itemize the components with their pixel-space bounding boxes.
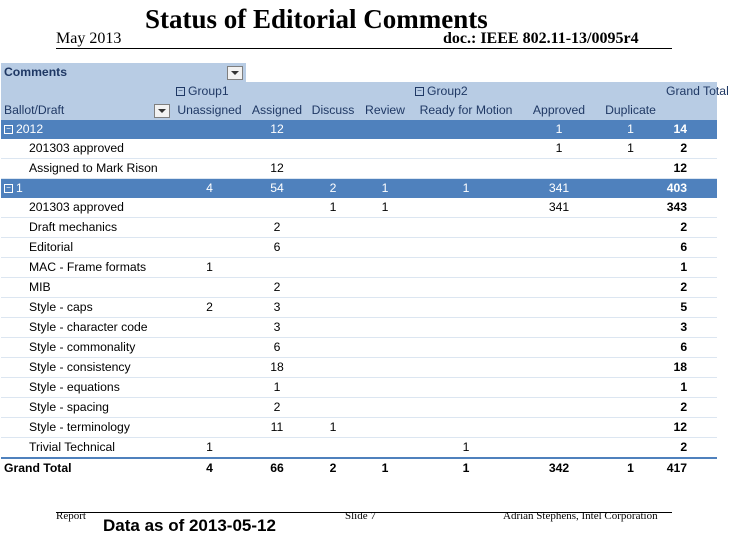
table-cell (598, 218, 663, 238)
values-label (1, 63, 173, 82)
table-cell (598, 398, 663, 418)
table-cell: 1 (358, 179, 412, 199)
table-cell (412, 278, 520, 298)
pivot-column-header-row (1, 101, 717, 120)
row-field-label: Ballot/Draft (4, 103, 65, 117)
table-cell (520, 338, 598, 358)
row-label-text: Style - caps (29, 300, 93, 314)
pivot-values-row (1, 63, 717, 82)
group-row (1, 120, 717, 139)
row-label (1, 258, 173, 278)
table-row (1, 398, 717, 418)
column-header: Duplicate (598, 101, 663, 120)
table-cell (358, 338, 412, 358)
table-cell (173, 398, 246, 418)
row-label (1, 338, 173, 358)
table-cell (412, 358, 520, 378)
collapse-icon[interactable]: − (4, 184, 13, 193)
column-header: Ready for Motion (412, 101, 520, 120)
table-cell (520, 418, 598, 438)
table-cell: 1 (308, 198, 358, 218)
header-date: May 2013 (56, 30, 122, 47)
table-cell (358, 159, 412, 179)
grand-total-column-header (663, 101, 717, 120)
table-cell (173, 218, 246, 238)
group2-header[interactable] (412, 82, 663, 101)
table-cell (598, 298, 663, 318)
row-grand-total: 417 (663, 458, 717, 478)
table-cell (246, 139, 308, 159)
row-label (1, 438, 173, 459)
table-cell (598, 338, 663, 358)
table-cell (308, 159, 358, 179)
table-row (1, 418, 717, 438)
row-grand-total: 2 (663, 398, 717, 418)
table-cell (308, 318, 358, 338)
table-cell (598, 179, 663, 199)
table-cell (598, 418, 663, 438)
table-cell (412, 120, 520, 139)
table-cell: 6 (246, 238, 308, 258)
table-cell (173, 238, 246, 258)
table-cell: 341 (520, 198, 598, 218)
table-cell (358, 418, 412, 438)
table-cell (412, 159, 520, 179)
table-cell (412, 218, 520, 238)
table-cell (412, 398, 520, 418)
row-label (1, 298, 173, 318)
row-grand-total: 2 (663, 438, 717, 459)
table-row (1, 298, 717, 318)
table-row (1, 139, 717, 159)
table-cell: 1 (246, 378, 308, 398)
footer-left: Report (56, 510, 86, 522)
row-grand-total: 5 (663, 298, 717, 318)
table-cell (358, 318, 412, 338)
table-cell: 1 (358, 458, 412, 478)
column-filter-cell (173, 63, 246, 82)
table-cell (520, 318, 598, 338)
row-label-text: Style - consistency (29, 360, 131, 374)
table-row (1, 278, 717, 298)
collapse-icon[interactable]: − (415, 87, 424, 96)
table-cell (308, 278, 358, 298)
table-cell: 3 (246, 298, 308, 318)
row-label[interactable] (1, 120, 173, 139)
table-cell (412, 198, 520, 218)
table-cell (520, 278, 598, 298)
table-row (1, 218, 717, 238)
table-cell (598, 238, 663, 258)
values-label-text: Comments (4, 65, 67, 79)
row-grand-total: 2 (663, 139, 717, 159)
table-cell: 1 (520, 120, 598, 139)
table-cell (308, 358, 358, 378)
row-label (1, 139, 173, 159)
blank-cell (1, 82, 173, 101)
table-row (1, 198, 717, 218)
row-label-text: 201303 approved (29, 200, 124, 214)
column-header: Approved (520, 101, 598, 120)
row-label-text: Style - terminology (29, 420, 130, 434)
row-label (1, 398, 173, 418)
row-grand-total: 14 (663, 120, 717, 139)
row-grand-total: 1 (663, 258, 717, 278)
table-cell (173, 338, 246, 358)
row-grand-total: 2 (663, 278, 717, 298)
table-cell (308, 338, 358, 358)
table-cell (358, 139, 412, 159)
row-label-text: Style - equations (29, 380, 120, 394)
row-label (1, 238, 173, 258)
table-cell (412, 318, 520, 338)
table-cell: 2 (246, 398, 308, 418)
table-cell (598, 318, 663, 338)
table-cell: 1 (598, 139, 663, 159)
table-cell (308, 238, 358, 258)
table-cell (520, 298, 598, 318)
table-cell (520, 438, 598, 459)
table-cell (412, 139, 520, 159)
row-grand-total: 3 (663, 318, 717, 338)
table-row (1, 358, 717, 378)
table-cell (520, 238, 598, 258)
group1-header[interactable] (173, 82, 412, 101)
table-cell (358, 438, 412, 459)
table-cell (598, 278, 663, 298)
table-cell (308, 438, 358, 459)
table-row (1, 258, 717, 278)
column-header: Discuss (308, 101, 358, 120)
row-label-text: 2012 (16, 122, 44, 136)
pivot-group-row (1, 82, 717, 101)
table-cell (173, 198, 246, 218)
table-cell: 66 (246, 458, 308, 478)
table-cell: 11 (246, 418, 308, 438)
header-rule (56, 48, 672, 49)
data-date-note: Data as of 2013-05-12 (103, 516, 276, 535)
group2-label: Group2 (427, 84, 468, 98)
table-cell: 4 (173, 179, 246, 199)
table-cell (308, 378, 358, 398)
table-cell (308, 398, 358, 418)
row-label (1, 378, 173, 398)
row-grand-total: 6 (663, 338, 717, 358)
row-grand-total: 12 (663, 159, 717, 179)
column-header: Unassigned (173, 101, 246, 120)
table-cell (246, 438, 308, 459)
row-label (1, 458, 173, 478)
row-grand-total: 18 (663, 358, 717, 378)
table-cell (173, 318, 246, 338)
table-cell (358, 278, 412, 298)
row-label-text: 1 (16, 181, 23, 195)
table-cell: 2 (246, 278, 308, 298)
table-cell: 1 (412, 458, 520, 478)
slide-number: Slide 7 (345, 510, 376, 522)
table-cell (412, 238, 520, 258)
table-cell (520, 378, 598, 398)
table-cell (173, 378, 246, 398)
table-cell (173, 278, 246, 298)
table-cell (520, 358, 598, 378)
table-cell (358, 358, 412, 378)
row-label-text: Draft mechanics (29, 220, 118, 234)
table-cell: 1 (358, 198, 412, 218)
table-cell: 341 (520, 179, 598, 199)
row-filter-dropdown-icon[interactable] (154, 104, 170, 118)
table-cell (412, 258, 520, 278)
table-row (1, 338, 717, 358)
table-row (1, 318, 717, 338)
table-cell (412, 338, 520, 358)
pivot-table (1, 63, 729, 475)
table-cell (173, 358, 246, 378)
row-label-text: Style - character code (29, 320, 148, 334)
table-cell: 2 (308, 179, 358, 199)
row-grand-total: 12 (663, 418, 717, 438)
table-cell (412, 418, 520, 438)
table-cell (358, 218, 412, 238)
row-label-text: Style - commonality (29, 340, 136, 354)
row-label-text: MAC - Frame formats (29, 260, 147, 274)
table-row (1, 159, 717, 179)
table-cell (358, 120, 412, 139)
row-field-header[interactable] (1, 101, 173, 120)
table-cell: 342 (520, 458, 598, 478)
table-cell (358, 378, 412, 398)
table-cell (308, 120, 358, 139)
column-header: Assigned (246, 101, 308, 120)
table-cell (246, 258, 308, 278)
group-row (1, 179, 717, 199)
table-cell (358, 398, 412, 418)
table-cell (598, 159, 663, 179)
table-cell: 2 (173, 298, 246, 318)
footer-author: Adrian Stephens, Intel Corporation (503, 510, 658, 522)
column-header: Review (358, 101, 412, 120)
table-cell (308, 218, 358, 238)
row-grand-total: 1 (663, 378, 717, 398)
table-cell (598, 258, 663, 278)
table-cell (173, 139, 246, 159)
slide-title: Status of Editorial Comments (145, 4, 488, 34)
table-cell: 2 (246, 218, 308, 238)
table-cell: 12 (246, 120, 308, 139)
table-cell (598, 358, 663, 378)
table-cell: 6 (246, 338, 308, 358)
table-cell: 1 (520, 139, 598, 159)
table-cell (598, 438, 663, 459)
row-label (1, 198, 173, 218)
blank-header (246, 63, 717, 82)
table-cell (308, 258, 358, 278)
table-cell: 1 (308, 418, 358, 438)
table-cell: 1 (173, 258, 246, 278)
table-cell (173, 418, 246, 438)
table-cell: 1 (598, 120, 663, 139)
table-cell: 1 (412, 179, 520, 199)
table-cell (308, 139, 358, 159)
row-label (1, 278, 173, 298)
row-label (1, 318, 173, 338)
table-cell (412, 298, 520, 318)
table-cell: 2 (308, 458, 358, 478)
table-cell: 4 (173, 458, 246, 478)
row-grand-total: 403 (663, 179, 717, 199)
table-cell: 1 (598, 458, 663, 478)
row-label (1, 159, 173, 179)
collapse-icon[interactable]: − (176, 87, 185, 96)
column-filter-dropdown-icon[interactable] (227, 66, 243, 80)
table-row (1, 378, 717, 398)
row-label[interactable] (1, 179, 173, 199)
table-cell (520, 218, 598, 238)
row-label-text: Style - spacing (29, 400, 109, 414)
row-label-text: 201303 approved (29, 141, 124, 155)
table-row (1, 238, 717, 258)
row-label (1, 418, 173, 438)
table-cell (308, 298, 358, 318)
table-cell (412, 378, 520, 398)
table-cell: 1 (173, 438, 246, 459)
row-label (1, 218, 173, 238)
row-label-text: Editorial (29, 240, 74, 254)
row-label-text: MIB (29, 280, 51, 294)
table-cell (173, 159, 246, 179)
table-cell (358, 258, 412, 278)
table-cell: 3 (246, 318, 308, 338)
row-label-text: Trivial Technical (29, 440, 116, 454)
table-cell: 1 (412, 438, 520, 459)
table-cell: 12 (246, 159, 308, 179)
table-cell (358, 238, 412, 258)
table-cell: 54 (246, 179, 308, 199)
table-cell (520, 159, 598, 179)
table-row (1, 438, 717, 459)
group1-label: Group1 (188, 84, 229, 98)
collapse-icon[interactable]: − (4, 125, 13, 134)
table-cell (598, 198, 663, 218)
table-cell (246, 198, 308, 218)
table-cell (520, 398, 598, 418)
row-label-text: Grand Total (4, 461, 72, 475)
document-id: doc.: IEEE 802.11-13/0095r4 (443, 30, 639, 47)
table-cell (358, 298, 412, 318)
table-cell: 18 (246, 358, 308, 378)
row-grand-total: 2 (663, 218, 717, 238)
row-label-text: Assigned to Mark Rison (29, 161, 158, 175)
row-grand-total: 6 (663, 238, 717, 258)
row-label (1, 358, 173, 378)
table-cell (598, 378, 663, 398)
table-cell (520, 258, 598, 278)
table-cell (173, 120, 246, 139)
grand-total-row (1, 458, 717, 478)
row-grand-total: 343 (663, 198, 717, 218)
grand-total-header: Grand Total (663, 82, 717, 101)
